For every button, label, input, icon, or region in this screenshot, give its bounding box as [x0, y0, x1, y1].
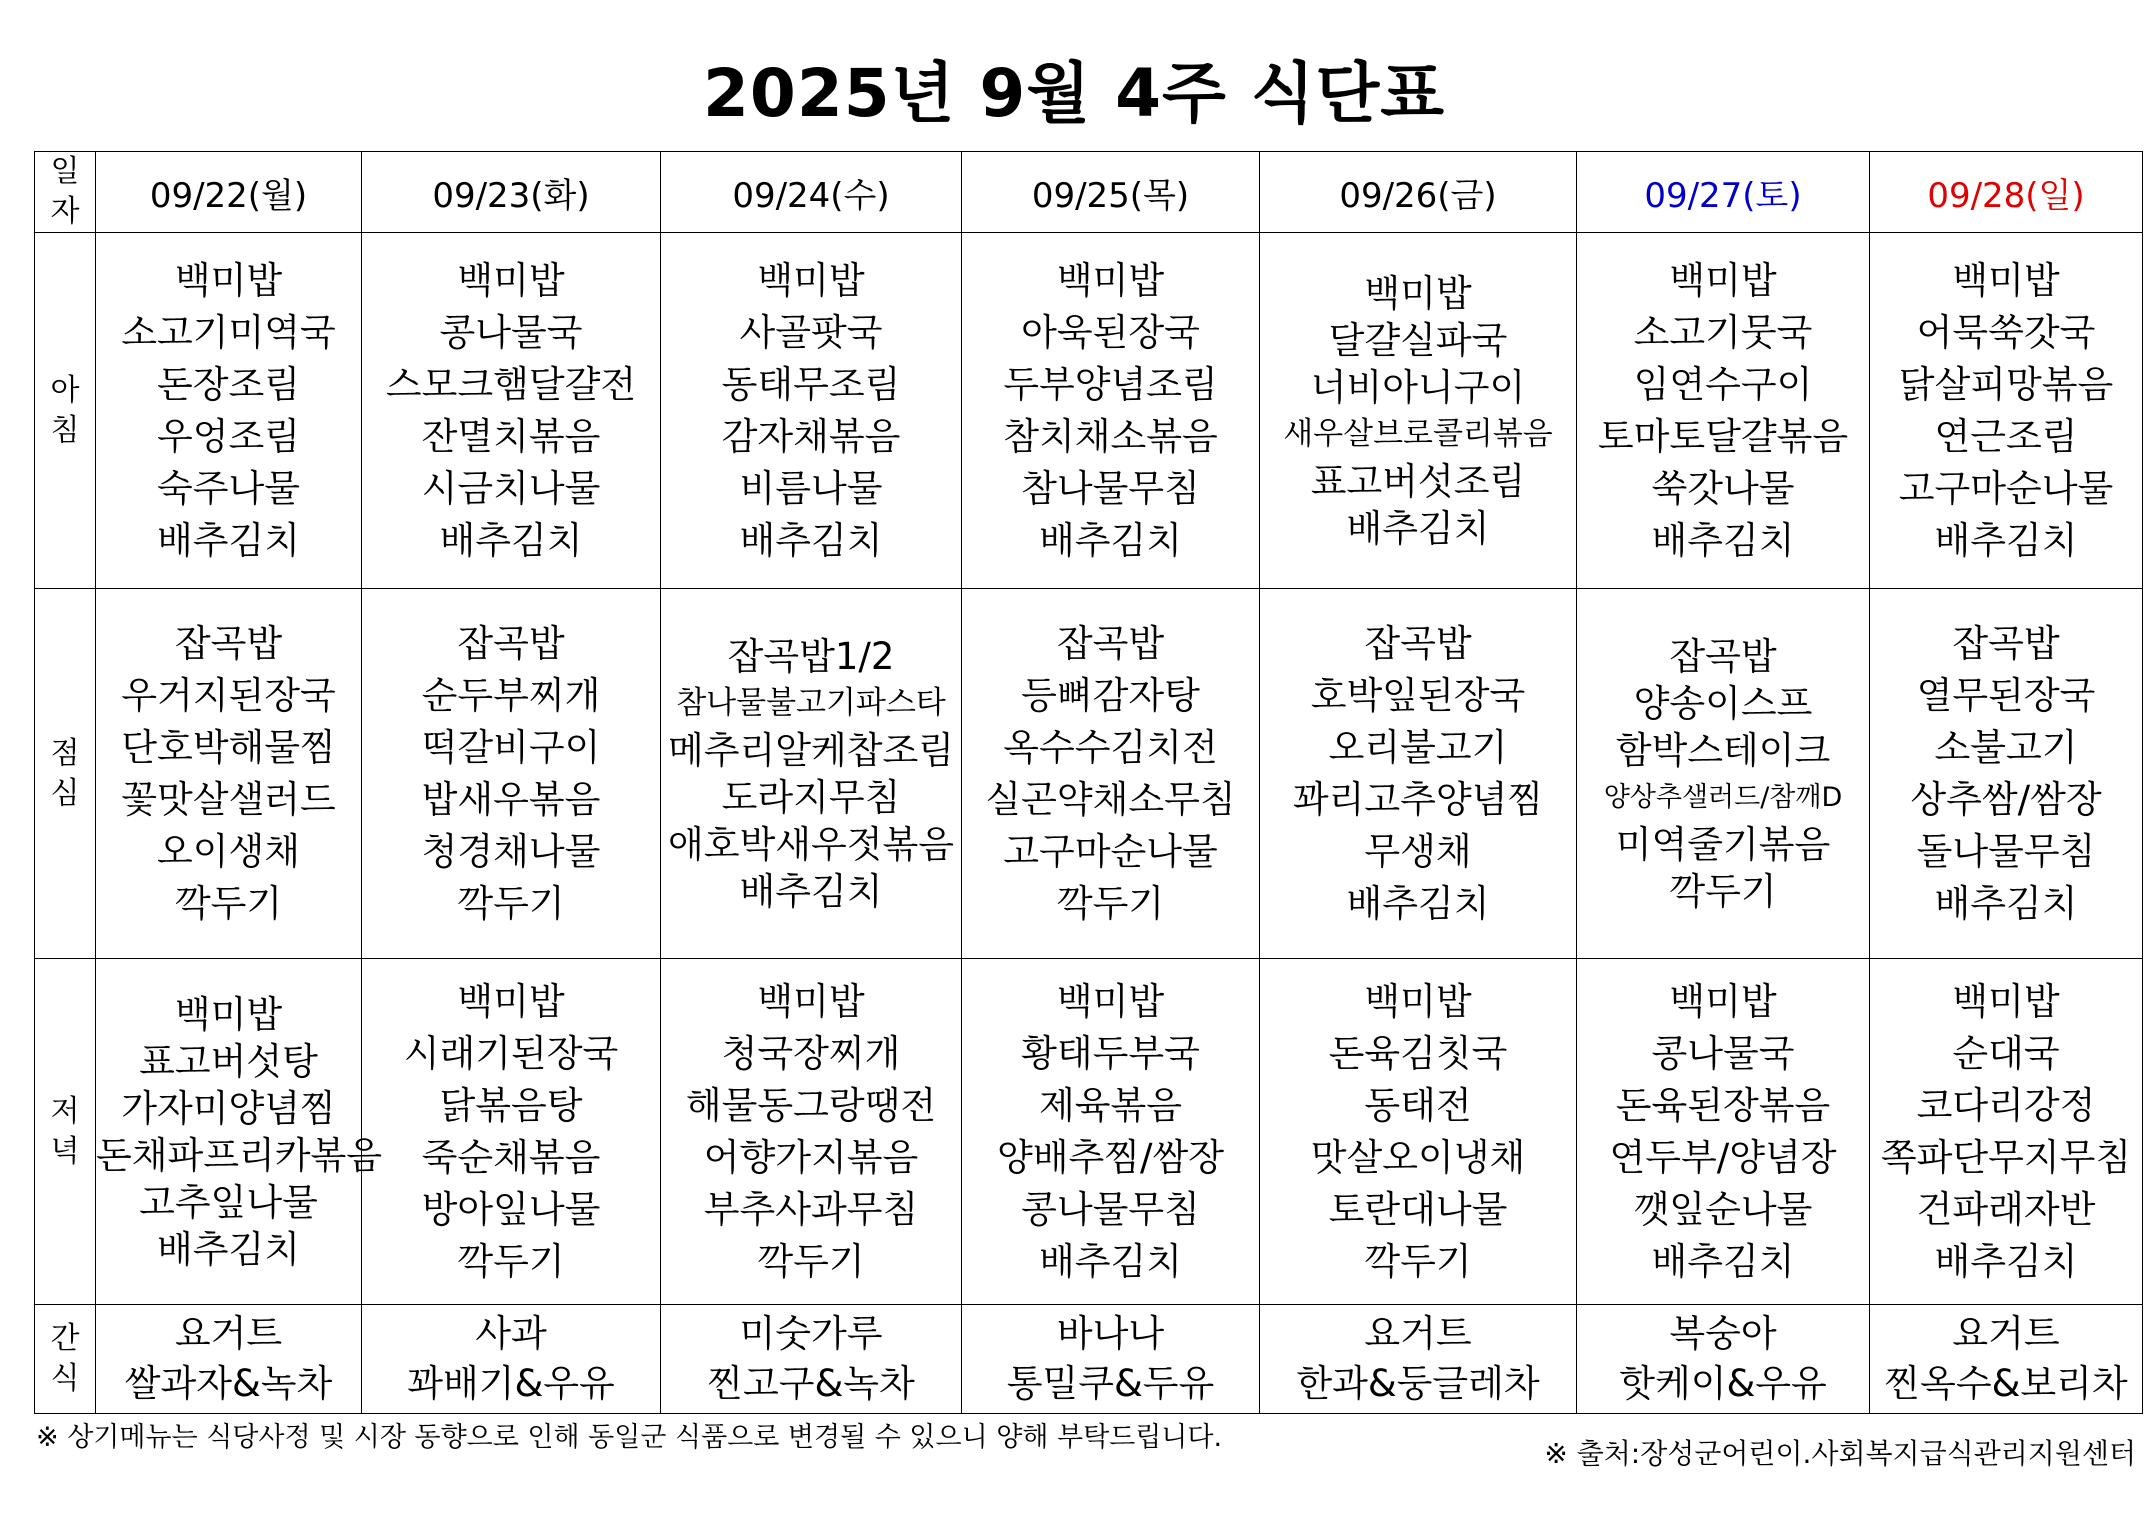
menu-item: 소불고기 — [1934, 725, 2078, 769]
menu-item: 깻잎순나물 — [1633, 1187, 1813, 1231]
menu-item: 백미밥 — [457, 979, 565, 1023]
menu-item: 단호박해물찜 — [121, 725, 336, 769]
menu-item: 새우살브로콜리볶음 — [1283, 415, 1553, 452]
breakfast-cell-sun — [1870, 233, 2143, 589]
breakfast-cell-tue — [362, 233, 661, 589]
menu-item: 백미밥 — [1952, 258, 2060, 302]
day-header-fri: 09/26(금) — [1260, 152, 1577, 233]
menu-item: 백미밥 — [1669, 979, 1777, 1023]
menu-item: 소고기뭇국 — [1633, 310, 1813, 354]
menu-item: 닭볶음탕 — [439, 1083, 583, 1127]
menu-item: 통밀쿠&두유 — [1006, 1362, 1215, 1405]
menu-item: 깍두기 — [757, 1239, 865, 1283]
menu-item: 임연수구이 — [1633, 362, 1813, 406]
menu-item: 우엉조림 — [157, 414, 300, 458]
menu-item: 건파래자반 — [1916, 1187, 2096, 1231]
menu-item: 배추김치 — [439, 518, 583, 562]
menu-item: 해물동그랑땡전 — [685, 1083, 937, 1127]
menu-item: 어향가지볶음 — [703, 1135, 919, 1179]
menu-item: 배추김치 — [1039, 518, 1182, 562]
menu-item: 연근조림 — [1934, 414, 2078, 458]
menu-item: 양송이스프 — [1633, 681, 1813, 725]
menu-item: 함박스테이크 — [1615, 728, 1831, 772]
menu-item: 아욱된장국 — [1021, 310, 1200, 354]
menu-item: 너비아니구이 — [1310, 365, 1526, 409]
menu-item: 잡곡밥 — [1056, 621, 1165, 665]
menu-item: 표고버섯조림 — [1310, 459, 1526, 503]
snack-cell-wed — [661, 1305, 962, 1414]
menu-item: 찐고구&녹차 — [707, 1362, 915, 1405]
menu-item: 찐옥수&보리차 — [1884, 1362, 2128, 1405]
menu-item: 백미밥 — [174, 992, 283, 1036]
dinner-cell-thu — [962, 959, 1260, 1305]
menu-item: 밥새우볶음 — [421, 777, 601, 821]
dinner-cell-fri — [1260, 959, 1577, 1305]
menu-item: 배추김치 — [1651, 518, 1795, 562]
menu-item: 제육볶음 — [1039, 1083, 1182, 1127]
menu-item: 배추김치 — [1039, 1239, 1182, 1283]
breakfast-label-char: 아 — [50, 372, 80, 408]
menu-item: 오리불고기 — [1328, 725, 1508, 769]
menu-item: 백미밥 — [757, 258, 865, 302]
menu-item: 시금치나물 — [421, 466, 601, 510]
menu-item: 메추리알케찹조림 — [668, 728, 954, 772]
menu-item: 꽈리고추양념찜 — [1292, 777, 1544, 821]
lunch-row — [35, 589, 2143, 959]
dinner-cell-mon — [96, 959, 382, 1305]
menu-item: 양배추찜/쌈장 — [997, 1135, 1224, 1179]
menu-item: 미숫가루 — [739, 1312, 883, 1355]
menu-item: 백미밥 — [1056, 979, 1165, 1023]
menu-item: 부추사과무침 — [703, 1187, 919, 1231]
menu-change-notice: ※ 상기메뉴는 식당사정 및 시장 동향으로 인해 동일군 식품으로 변경될 수 있으니 양해 부탁드립니다. — [36, 1422, 1223, 1453]
menu-item: 달걀실파국 — [1328, 318, 1508, 362]
menu-item: 청국장찌개 — [721, 1031, 901, 1075]
snack-label-char: 식 — [50, 1361, 80, 1396]
menu-item: 무생채 — [1364, 829, 1472, 873]
lunch-cell-tue — [362, 589, 661, 959]
menu-item: 배추김치 — [1934, 881, 2078, 925]
menu-item: 바나나 — [1056, 1312, 1165, 1355]
menu-item: 등뼈감자탕 — [1021, 673, 1200, 717]
menu-item: 표고버섯탕 — [139, 1039, 318, 1083]
menu-item: 돌나물무침 — [1916, 829, 2096, 873]
lunch-row-header — [35, 589, 96, 959]
snack-row-header — [35, 1305, 96, 1414]
snack-row — [35, 1305, 2143, 1414]
menu-item: 애호박새우젓볶음 — [668, 822, 954, 866]
menu-item: 배추김치 — [1934, 518, 2078, 562]
menu-item: 비름나물 — [739, 466, 883, 510]
menu-item: 깍두기 — [457, 881, 565, 925]
menu-item: 돈장조림 — [157, 362, 300, 406]
lunch-cell-thu — [962, 589, 1260, 959]
day-header-tue: 09/23(화) — [362, 152, 661, 233]
menu-item: 연두부/양념장 — [1609, 1135, 1837, 1179]
menu-item: 배추김치 — [739, 518, 883, 562]
snack-cell-thu — [962, 1305, 1260, 1414]
meal-plan-table — [34, 151, 2143, 1414]
menu-item: 백미밥 — [174, 258, 283, 302]
menu-item: 꽃맛살샐러드 — [121, 777, 336, 821]
menu-item: 백미밥 — [1364, 271, 1472, 315]
breakfast-cell-sat — [1577, 233, 1870, 589]
menu-item: 쑥갓나물 — [1651, 466, 1795, 510]
menu-item: 순대국 — [1952, 1031, 2060, 1075]
menu-item: 핫케이&우유 — [1619, 1362, 1827, 1405]
menu-item: 어묵쑥갓국 — [1916, 310, 2096, 354]
corner-char-2: 자 — [50, 194, 80, 229]
menu-item: 열무된장국 — [1916, 673, 2096, 717]
menu-item: 코다리강정 — [1916, 1083, 2096, 1127]
snack-cell-sun — [1870, 1305, 2143, 1414]
menu-item: 양상추샐러드/참깨D — [1603, 781, 1843, 813]
menu-item: 꽈배기&우유 — [407, 1362, 615, 1405]
menu-item: 백미밥 — [457, 258, 565, 302]
breakfast-row-header — [35, 233, 96, 589]
menu-item: 순두부찌개 — [421, 673, 601, 717]
menu-item: 우거지된장국 — [121, 673, 336, 717]
menu-item: 소고기미역국 — [121, 310, 336, 354]
day-header-sun: 09/28(일) — [1870, 152, 2143, 233]
snack-cell-sat — [1577, 1305, 1870, 1414]
breakfast-cell-wed — [661, 233, 962, 589]
lunch-cell-mon — [96, 589, 362, 959]
menu-item: 백미밥 — [757, 979, 865, 1023]
menu-item: 돈채파프리카볶음 — [96, 1133, 382, 1177]
dinner-cell-sat — [1577, 959, 1870, 1305]
menu-item: 상추쌈/쌈장 — [1910, 777, 2102, 821]
snack-label-char: 간 — [50, 1321, 80, 1356]
menu-item: 백미밥 — [1364, 979, 1472, 1023]
dinner-cell-wed — [661, 959, 962, 1305]
page-title: 2025년 9월 4주 식단표 — [702, 55, 1445, 132]
snack-cell-tue — [362, 1305, 661, 1414]
corner-char-1: 일 — [50, 154, 80, 189]
breakfast-cell-mon — [96, 233, 362, 589]
menu-item: 두부양념조림 — [1003, 362, 1218, 406]
dinner-row — [35, 959, 2143, 1305]
menu-item: 배추김치 — [1346, 881, 1490, 925]
breakfast-cell-thu — [962, 233, 1260, 589]
menu-item: 콩나물국 — [439, 310, 583, 354]
menu-item: 콩나물무침 — [1021, 1187, 1200, 1231]
menu-item: 토란대나물 — [1328, 1187, 1508, 1231]
menu-item: 배추김치 — [1346, 506, 1490, 550]
menu-item: 쌀과자&녹차 — [124, 1362, 333, 1405]
menu-item: 백미밥 — [1056, 258, 1165, 302]
menu-item: 떡갈비구이 — [421, 725, 601, 769]
menu-item: 잡곡밥1/2 — [727, 634, 895, 678]
day-header-mon: 09/22(월) — [96, 152, 362, 233]
menu-item: 한과&둥글레차 — [1296, 1362, 1540, 1405]
menu-item: 잡곡밥 — [457, 621, 565, 665]
menu-item: 돈육김칫국 — [1328, 1031, 1508, 1075]
lunch-cell-fri — [1260, 589, 1577, 959]
menu-item: 잡곡밥 — [174, 621, 283, 665]
dinner-cell-tue — [362, 959, 661, 1305]
lunch-cell-wed — [661, 589, 962, 959]
menu-item: 옥수수김치전 — [1003, 725, 1218, 769]
menu-item: 깍두기 — [1364, 1239, 1472, 1283]
menu-item: 깍두기 — [174, 881, 283, 925]
breakfast-label-char: 침 — [50, 412, 80, 448]
menu-item: 오이생채 — [157, 829, 300, 873]
menu-item: 가자미양념찜 — [121, 1086, 336, 1130]
menu-item: 깍두기 — [1056, 881, 1165, 925]
menu-item: 배추김치 — [739, 869, 883, 913]
menu-item: 쪽파단무지무침 — [1880, 1135, 2132, 1179]
menu-item: 시래기된장국 — [403, 1031, 619, 1075]
day-header-wed: 09/24(수) — [661, 152, 962, 233]
menu-item: 요거트 — [174, 1312, 283, 1355]
menu-item: 사골팟국 — [739, 310, 883, 354]
menu-item: 배추김치 — [157, 518, 300, 562]
breakfast-cell-fri — [1260, 233, 1577, 589]
lunch-label-char: 점 — [50, 735, 80, 771]
menu-item: 스모크햄달걀전 — [385, 362, 637, 406]
snack-cell-fri — [1260, 1305, 1577, 1414]
menu-item: 실곤약채소무침 — [985, 777, 1236, 821]
breakfast-row — [35, 233, 2143, 589]
lunch-label-char: 심 — [50, 775, 80, 811]
menu-item: 도라지무침 — [721, 775, 901, 819]
menu-item: 참나물무침 — [1021, 466, 1200, 510]
lunch-cell-sun — [1870, 589, 2143, 959]
menu-item: 요거트 — [1364, 1312, 1472, 1355]
date-corner-header — [35, 152, 96, 233]
menu-item: 죽순채볶음 — [421, 1135, 601, 1179]
menu-item: 동태전 — [1364, 1083, 1472, 1127]
menu-item: 참치채소볶음 — [1003, 414, 1218, 458]
source-credit: ※ 출처:장성군어린이.사회복지급식관리지원센터 — [1544, 1437, 2136, 1470]
menu-item: 깍두기 — [457, 1239, 565, 1283]
menu-item: 요거트 — [1952, 1312, 2060, 1355]
menu-item: 감자채볶음 — [721, 414, 901, 458]
menu-item: 잡곡밥 — [1669, 634, 1777, 678]
menu-item: 숙주나물 — [157, 466, 300, 510]
menu-item: 콩나물국 — [1651, 1031, 1795, 1075]
dinner-label-char: 녁 — [50, 1133, 80, 1169]
menu-item: 방아잎나물 — [421, 1187, 601, 1231]
menu-item: 백미밥 — [1669, 258, 1777, 302]
menu-item: 동태무조림 — [721, 362, 901, 406]
menu-item: 토마토달걀볶음 — [1597, 414, 1849, 458]
menu-item: 복숭아 — [1669, 1312, 1777, 1355]
menu-item: 잡곡밥 — [1364, 621, 1472, 665]
menu-item: 돈육된장볶음 — [1615, 1083, 1831, 1127]
menu-item: 미역줄기볶음 — [1615, 822, 1831, 866]
menu-item: 배추김치 — [1651, 1239, 1795, 1283]
dinner-cell-sun — [1870, 959, 2143, 1305]
menu-item: 맛살오이냉채 — [1310, 1135, 1526, 1179]
menu-item: 사과 — [475, 1312, 547, 1355]
menu-item: 잔멸치볶음 — [421, 414, 601, 458]
menu-item: 청경채나물 — [421, 829, 601, 873]
menu-item: 닭살피망볶음 — [1898, 362, 2114, 406]
menu-item: 배추김치 — [1934, 1239, 2078, 1283]
menu-item: 잡곡밥 — [1952, 621, 2060, 665]
menu-item: 호박잎된장국 — [1310, 673, 1526, 717]
menu-item: 고구마순나물 — [1003, 829, 1218, 873]
menu-item: 배추김치 — [157, 1227, 300, 1271]
day-header-thu: 09/25(목) — [962, 152, 1260, 233]
menu-item: 백미밥 — [1952, 979, 2060, 1023]
lunch-cell-sat — [1577, 589, 1870, 959]
menu-item: 황태두부국 — [1021, 1031, 1200, 1075]
day-header-sat: 09/27(토) — [1577, 152, 1870, 233]
menu-item: 고구마순나물 — [1898, 466, 2114, 510]
menu-item: 참나물불고기파스타 — [676, 684, 946, 721]
menu-item: 고추잎나물 — [139, 1180, 318, 1224]
dinner-label-char: 저 — [50, 1093, 80, 1129]
date-header-row — [35, 152, 2143, 233]
dinner-row-header — [35, 959, 96, 1305]
snack-cell-mon — [96, 1305, 362, 1414]
menu-item: 깍두기 — [1669, 869, 1777, 913]
